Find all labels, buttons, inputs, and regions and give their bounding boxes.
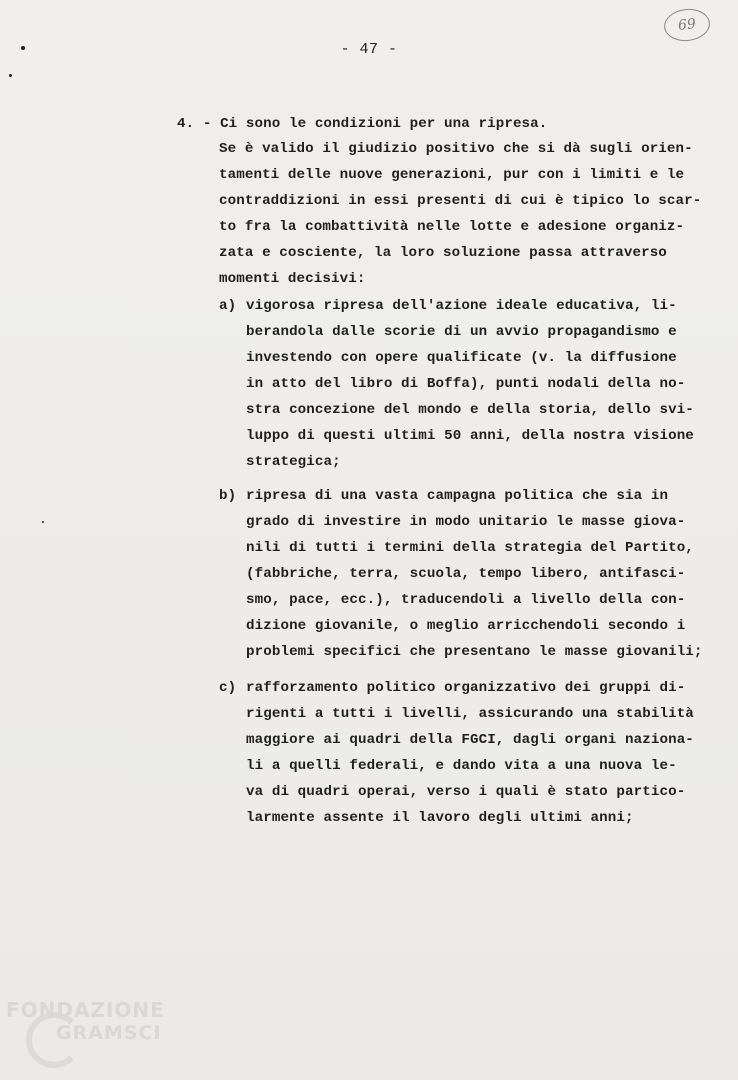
item-b-line: nili di tutti i termini della strategia del Partito, <box>246 540 694 556</box>
paragraph-line: tamenti delle nuove generazioni, pur con i limiti e le <box>219 167 685 183</box>
item-b-line: problemi specifici che presentano le masse giovanili; <box>246 644 703 660</box>
item-a-line: luppo di questi ultimi 50 anni, della nostra visione <box>246 428 694 444</box>
item-a-line: investendo con opere qualificate (v. la diffusione <box>246 350 677 366</box>
paragraph-line: contraddizioni in essi presenti di cui è tipico lo scar- <box>219 193 702 209</box>
ink-speck <box>42 521 44 523</box>
item-c-line: larmente assente il lavoro degli ultimi anni; <box>246 810 634 826</box>
item-marker-b: b) <box>219 488 237 504</box>
ink-speck <box>9 74 12 77</box>
item-a-line: vigorosa ripresa dell'azione ideale educativa, li- <box>246 298 677 314</box>
item-c-line: li a quelli federali, e dando vita a una nuova le- <box>246 758 677 774</box>
paragraph-line: momenti decisivi: <box>219 271 366 287</box>
item-marker-a: a) <box>219 298 237 314</box>
item-b-line: smo, pace, ecc.), traducendoli a livello della con- <box>246 592 686 608</box>
item-b-line: dizione giovanile, o meglio arricchendoli secondo i <box>246 618 686 634</box>
paragraph-line: Se è valido il giudizio positivo che si dà sugli orien- <box>219 141 693 157</box>
archive-watermark <box>6 998 196 1078</box>
section-heading: 4. - Ci sono le condizioni per una ripresa. <box>177 116 548 132</box>
item-c-line: rafforzamento politico organizzativo dei gruppi di- <box>246 680 686 696</box>
watermark-line1: FONDAZIONE <box>6 998 165 1022</box>
item-c-line: maggiore ai quadri della FGCI, dagli organi naziona- <box>246 732 694 748</box>
item-a-line: berandola dalle scorie di un avvio propagandismo e <box>246 324 677 340</box>
item-a-line: strategica; <box>246 454 341 470</box>
item-a-line: stra concezione del mondo e della storia, dello svi- <box>246 402 694 418</box>
item-a-line: in atto del libro di Boffa), punti nodali della no- <box>246 376 686 392</box>
paragraph-line: to fra la combattività nelle lotte e adesione organiz- <box>219 219 685 235</box>
paragraph-line: zata e cosciente, la loro soluzione passa attraverso <box>219 245 667 261</box>
page-number: - 47 - <box>340 41 398 58</box>
archive-number-stamp: 69 <box>662 7 711 44</box>
item-b-line: ripresa di una vasta campagna politica che sia in <box>246 488 669 504</box>
item-marker-c: c) <box>219 680 237 696</box>
watermark-line2: GRAMSCI <box>56 1022 162 1044</box>
item-c-line: va di quadri operai, verso i quali è stato partico- <box>246 784 686 800</box>
item-b-line: grado di investire in modo unitario le masse giova- <box>246 514 686 530</box>
item-c-line: rigenti a tutti i livelli, assicurando una stabilità <box>246 706 694 722</box>
item-b-line: (fabbriche, terra, scuola, tempo libero, antifasci- <box>246 566 686 582</box>
